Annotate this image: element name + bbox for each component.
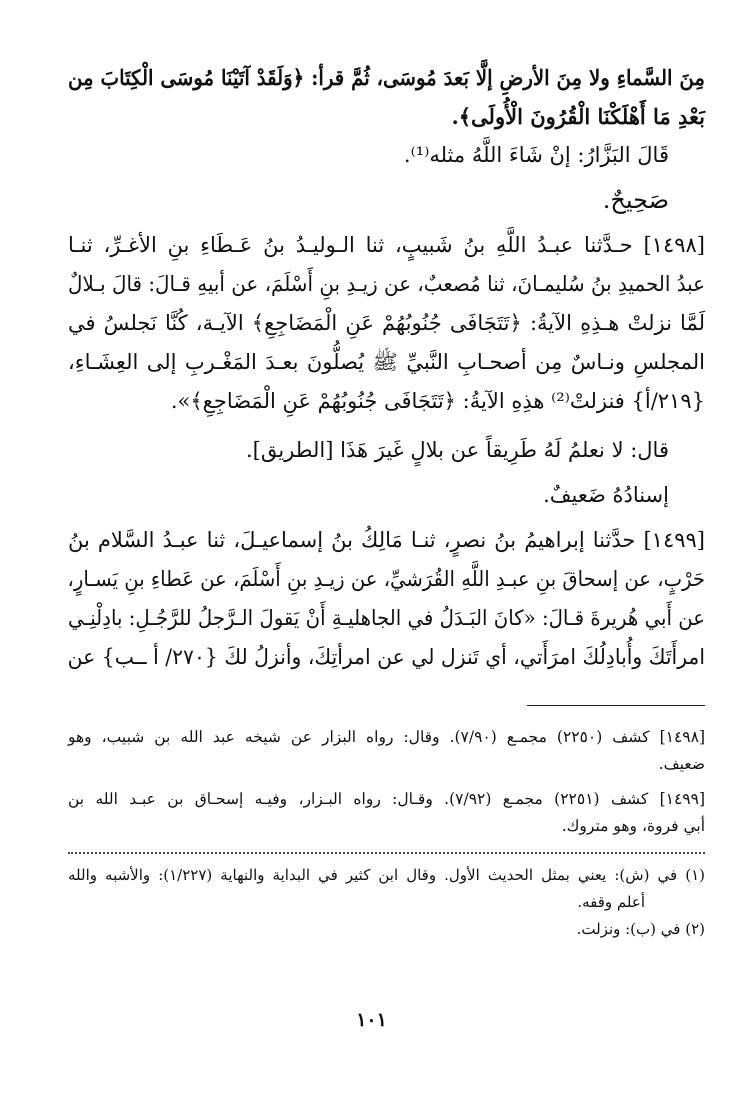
text-line: المجلسِ ونـاسٌ مِن أصحـابِ النَّبيِّ ﷺ يُصلُّونَ بعـدَ المَغْـربِ إلى العِشَـاءِ، — [68, 350, 705, 374]
paragraph-continuation — [68, 58, 705, 136]
footnotes — [68, 862, 705, 943]
footnotes-divider — [68, 852, 705, 854]
hadith-1499 — [68, 521, 705, 677]
hadith-1498-grade: إسنادُهُ ضَعيفٌ. — [543, 483, 669, 507]
text-line: عبدُ الحميدِ بنُ سُليمـانَ، ثنا مُصعبٌ، عن زيـدِ بنِ أَسْلَمَ، عن أبيهِ قـالَ: قالَ بـلالٌ — [68, 272, 705, 296]
text-line: بَعْدِ مَا أَهْلَكْنَا الْقُرُونَ الْأُولَى﴾. — [451, 104, 705, 129]
note-line: [١٤٩٨] كشف (٢٢٥٠) مجمـع (٧/٩٠). وقال: رواه البزار عن شيخه عبد الله بن شبيب، وهو — [68, 728, 705, 746]
page-body — [68, 58, 705, 943]
text-line: امرأَتَكَ وأُبادِلُكَ امرَأَتي، أي تَنزل لي عن امرأتِكَ، وأنزلُ لكَ {٢٧٠/ أ ــب} عن — [67, 645, 705, 669]
note-line: [١٤٩٩] كشف (٢٢٥١) مجمـع (٧/٩٢). وقـال: رواه البـزار، وفيـه إسحـاق بن عبـد الله بن — [68, 790, 705, 808]
page-number: ١٠١ — [356, 1009, 387, 1031]
notes-divider — [527, 705, 705, 706]
note-line: أبي فروة، وهو متروك. — [561, 817, 705, 835]
text-line: حَرْبٍ، عن إسحاقَ بنِ عبـدِ اللَّهِ القُرَشيِّ، عن زيـدِ بنِ أَسْلَمَ، عن عَطاءِ بنِ يَسـارٍ، — [67, 567, 705, 591]
hadith-1498 — [68, 226, 705, 421]
note-line: ضعيف. — [658, 755, 705, 773]
footnote-line: أعلم وقفه. — [577, 893, 645, 911]
footnote-line: (١) في (ش): يعني بمثل الحديث الأول. وقال ابن كثير في البداية والنهاية (١/٢٢٧): والأشبه والله — [68, 866, 705, 884]
text-line: لَمَّا نزلتْ هـذِهِ الآيةُ: ﴿تَتَجَافَى جُنُوبُهُمْ عَنِ الْمَضَاجِعِ﴾ الآيـة، كُنَّا نَجلسُ في — [68, 311, 705, 335]
grade-sahih: صَحِيحٌ. — [602, 186, 669, 214]
hadith-1498-remark: قال: لا نعلمُ لَهُ طَرِيقاً عن بلالٍ غَيرَ هَذَا [الطريق]. — [245, 438, 669, 462]
text-line: [١٤٩٩] حدَّثنا إبراهيمُ بنُ نصرٍ، ثنـا مَالِكُ بنُ إسماعيـلَ، ثنا عبـدُ السَّلام بنُ — [68, 528, 705, 552]
takhrij-notes — [68, 724, 705, 840]
text-line: {٢١٩/أ} فنزلتْ⁽²⁾ هذِهِ الآيةُ: ﴿تَتَجَافَى جُنُوبُهُمْ عَنِ الْمَضَاجِعِ﴾». — [170, 389, 705, 413]
text-line: عن أَبي هُريرةَ قـالَ: «كانَ البَـدَلُ في الجاهليـةِ أَنْ يَقولَ الـرَّجلُ للرَّجُـلِ: بادِلْنِـي — [68, 606, 705, 630]
text-line: مِنَ السَّماءِ ولا مِنَ الأرضِ إلَّا بَعدَ مُوسَى، ثُمَّ قرأ: ﴿وَلَقَدْ آتَيْنَا مُوسَى الْكِتَابَ مِن — [68, 65, 705, 90]
footnote-line: (٢) في (ب): ونزلت. — [576, 920, 705, 938]
bazzar-comment: قَالَ البَزَّارُ: إنْ شَاءَ اللَّهُ مثله⁽¹⁾. — [403, 143, 669, 167]
text-line: [١٤٩٨] حـدَّثنا عبـدُ اللَّهِ بنُ شَبيبٍ، ثنا الـوليـدُ بنُ عَـطَاءِ بنِ الأغـرِّ، ثنـا — [68, 233, 705, 257]
